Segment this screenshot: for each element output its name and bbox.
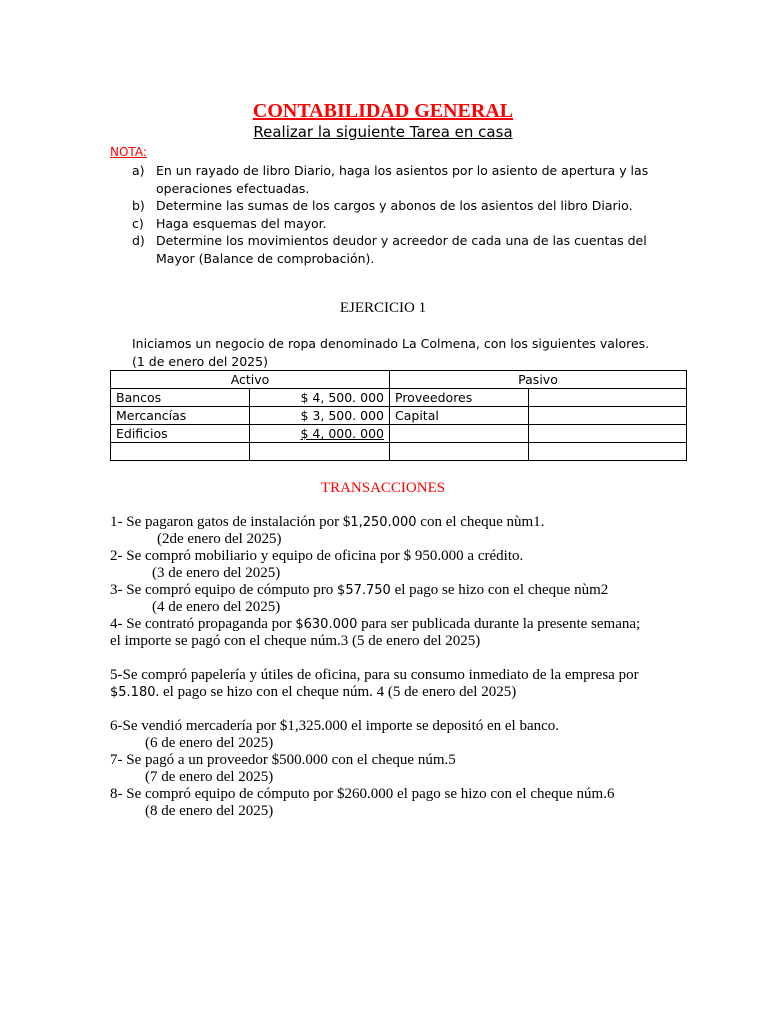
amount: 1,250.000 xyxy=(350,515,417,530)
amount: $57.750 xyxy=(337,583,391,598)
transaction-3 xyxy=(110,582,670,616)
pasivo-account xyxy=(390,443,529,461)
list-item-text: Determine los movimientos deudor y acreedor de cada una de las cuentas del xyxy=(156,233,647,248)
transaction-2 xyxy=(110,548,670,582)
list-item-letter: d) xyxy=(132,233,145,248)
transaction-6 xyxy=(110,718,670,752)
list-item-text: operaciones efectuadas. xyxy=(156,180,310,196)
nota-label: NOTA: xyxy=(110,145,147,159)
list-item xyxy=(132,232,672,267)
text-part: con el cheque nùm1. xyxy=(416,514,545,530)
list-item xyxy=(132,215,672,233)
pasivo-account: Proveedores xyxy=(390,389,529,407)
transaction-text: 2- Se compró mobiliario y equipo de oficina por $ 950.000 a crédito. xyxy=(110,548,524,564)
activo-header: Activo xyxy=(111,371,390,389)
text-part: 1- Se pagaron gatos de instalación por $ xyxy=(110,514,351,530)
table-row xyxy=(111,425,687,443)
transaction-8 xyxy=(110,786,670,820)
activo-value: $ 4, 500. 000 xyxy=(250,389,390,407)
table-header-row xyxy=(111,371,687,389)
activo-account xyxy=(111,443,250,461)
transaction-4 xyxy=(110,616,670,650)
text-part: . el pago se hizo con el cheque núm. 4 (5 de enero del 2025) xyxy=(155,684,517,700)
transaction-date: (6 de enero del 2025) xyxy=(145,735,274,751)
intro-line: (1 de enero del 2025) xyxy=(132,353,268,369)
transaction-date: (7 de enero del 2025) xyxy=(145,769,274,785)
table-row xyxy=(111,389,687,407)
activo-value xyxy=(250,425,390,443)
transaction-text xyxy=(110,514,670,531)
text-part: para ser publicada durante la presente semana; xyxy=(357,616,641,632)
transaction-date: (4 de enero del 2025) xyxy=(152,599,281,615)
amount: $5.180 xyxy=(110,685,156,700)
pasivo-value xyxy=(529,425,687,443)
list-item-text: En un rayado de libro Diario, haga los asientos por lo asiento de apertura y las xyxy=(156,163,649,178)
text-part: 4- Se contrató propaganda por xyxy=(110,616,296,632)
pasivo-value xyxy=(529,389,687,407)
transaction-date: (8 de enero del 2025) xyxy=(145,803,274,819)
document-title: CONTABILIDAD GENERAL xyxy=(252,100,514,122)
transaction-text: 7- Se pagó a un proveedor $500.000 con el cheque núm.5 xyxy=(110,752,456,768)
transaction-text xyxy=(110,582,670,599)
transaction-1 xyxy=(110,514,670,548)
transaction-5 xyxy=(110,667,670,701)
exercise-heading: EJERCICIO 1 xyxy=(339,300,427,316)
pasivo-value xyxy=(529,443,687,461)
activo-account: Bancos xyxy=(111,389,250,407)
list-item xyxy=(132,197,672,215)
list-item-text: Haga esquemas del mayor. xyxy=(156,215,327,231)
transaction-text xyxy=(110,616,670,633)
activo-account: Edificios xyxy=(111,425,250,443)
transaction-text xyxy=(110,684,670,701)
pasivo-header: Pasivo xyxy=(390,371,687,389)
list-item-text: Determine las sumas de los cargos y abonos de los asientos del libro Diario. xyxy=(156,198,633,213)
table-row xyxy=(111,407,687,425)
pasivo-value xyxy=(529,407,687,425)
transaction-text: el importe se pagó con el cheque núm.3 (5 de enero del 2025) xyxy=(110,633,481,649)
table-row xyxy=(111,443,687,461)
transactions-heading: TRANSACCIONES xyxy=(320,480,446,496)
activo-account: Mercancías xyxy=(111,407,250,425)
activo-value: $ 3, 500. 000 xyxy=(250,407,390,425)
text-part: el pago se hizo con el cheque nùm2 xyxy=(390,582,609,598)
list-item-text: Mayor (Balance de comprobación). xyxy=(156,250,375,266)
balance-table xyxy=(110,370,687,461)
transaction-text: 5-Se compró papelería y útiles de oficina, para su consumo inmediato de la empresa por xyxy=(110,667,639,683)
list-item xyxy=(132,162,672,197)
list-item-letter: a) xyxy=(132,163,145,178)
pasivo-account: Capital xyxy=(390,407,529,425)
activo-value xyxy=(250,443,390,461)
transaction-text: 6-Se vendió mercadería por $1,325.000 el importe se depositó en el banco. xyxy=(110,718,560,734)
transaction-7 xyxy=(110,752,670,786)
amount: $630.000 xyxy=(295,617,358,632)
transaction-date: (3 de enero del 2025) xyxy=(152,565,281,581)
list-item-letter: b) xyxy=(132,198,145,213)
intro-line: Iniciamos un negocio de ropa denominado La Colmena, con los siguientes valores. xyxy=(132,336,650,351)
document-subtitle: Realizar la siguiente Tarea en casa xyxy=(253,123,513,141)
exercise-intro xyxy=(132,335,692,370)
list-item-letter: c) xyxy=(132,215,144,231)
nota-list xyxy=(132,162,672,267)
transaction-text: 8- Se compró equipo de cómputo por $260.000 el pago se hizo con el cheque núm.6 xyxy=(110,786,615,802)
text-part: 3- Se compró equipo de cómputo pro xyxy=(110,582,338,598)
transaction-date: (2de enero del 2025) xyxy=(157,531,282,547)
activo-value-text: $ 4, 000. 000 xyxy=(300,426,384,441)
pasivo-account xyxy=(390,425,529,443)
